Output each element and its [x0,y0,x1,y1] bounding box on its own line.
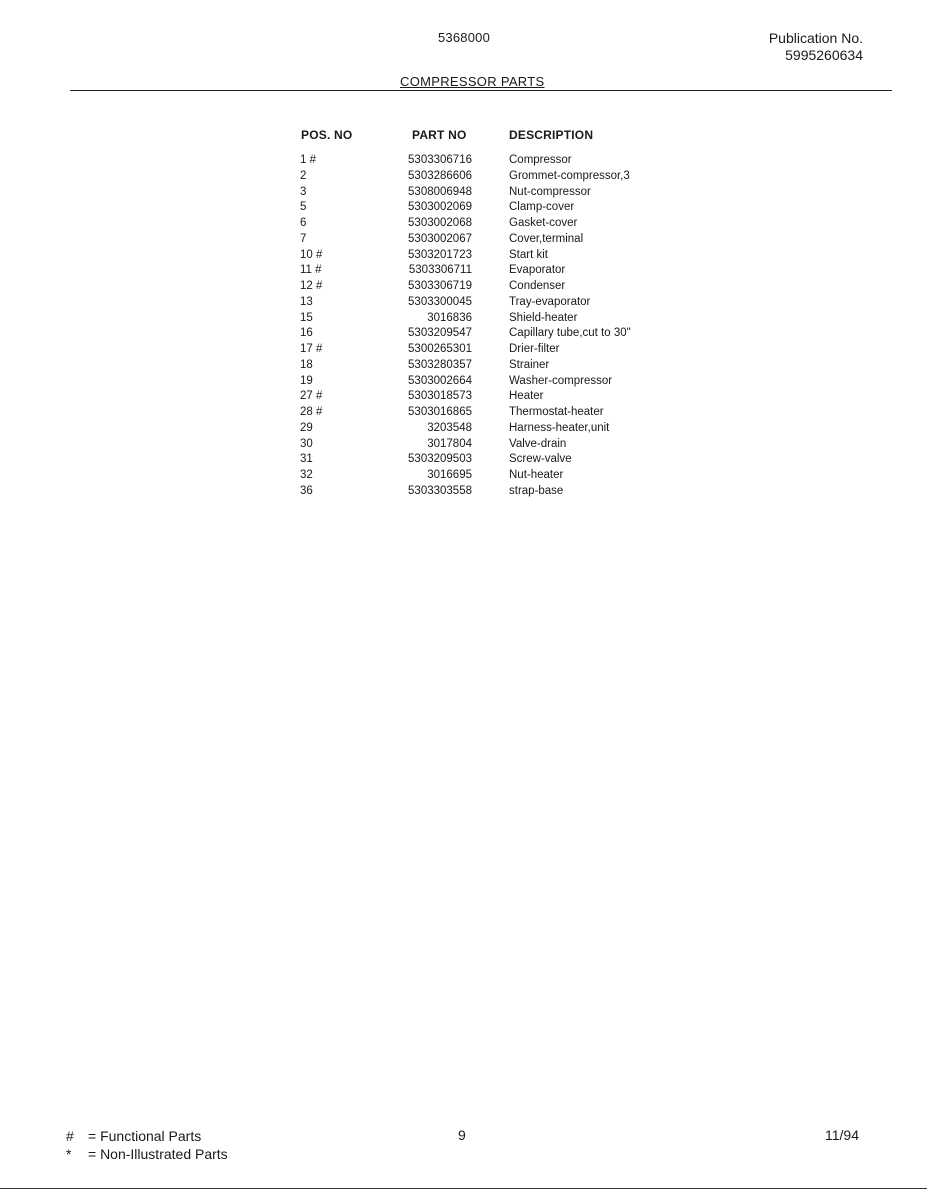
description-cell: Tray-evaporator [509,295,591,308]
table-row [0,468,927,484]
pos-no-cell: 1 # [300,154,316,166]
pos-no-cell: 17 # [300,343,323,355]
description-cell: Evaporator [509,264,566,277]
legend-item-functional [66,1127,228,1145]
part-no-cell: 5303280357 [408,358,472,371]
table-row [0,185,927,201]
legend-item-non-illustrated [66,1145,228,1163]
publication-number: 5995260634 [785,47,863,63]
pos-no-cell: 16 [300,327,313,340]
part-no-cell: 5303002664 [408,374,472,387]
table-row [0,342,927,358]
description-cell: strap-base [509,484,564,497]
part-no-cell: 5308006948 [408,185,472,198]
part-no-cell: 5303002068 [408,217,472,229]
part-no-cell: 5303016865 [408,406,472,418]
pos-no-cell: 5 [300,201,307,214]
table-row [0,358,927,374]
publication-label: Publication No. [768,30,863,46]
pos-no-cell: 19 [300,374,313,387]
table-row [0,263,927,279]
description-cell: Valve-drain [509,437,567,450]
column-header-pos-no: POS. NO [301,128,353,142]
table-row [0,232,927,248]
table-row [0,248,927,264]
pos-no-cell: 11 # [300,264,322,277]
part-no-cell: 3016836 [427,311,472,324]
description-cell: Strainer [509,358,550,371]
table-row [0,200,927,216]
description-cell: Capillary tube,cut to 30" [509,327,631,340]
description-cell: Clamp-cover [509,201,575,214]
pos-no-cell: 18 [300,358,313,371]
table-row [0,484,927,500]
pos-no-cell: 27 # [300,390,323,403]
part-no-cell: 5303018573 [408,390,472,403]
legend-symbol: # [66,1128,74,1144]
table-row [0,421,927,437]
table-row [0,279,927,295]
part-no-cell: 3203548 [427,421,472,434]
part-no-cell: 5303201723 [408,248,472,261]
table-row [0,295,927,311]
pos-no-cell: 32 [300,469,313,481]
description-cell: Nut-compressor [509,185,591,198]
table-row [0,405,927,421]
table-row [0,452,927,468]
parts-table [0,153,927,500]
table-row [0,311,927,327]
description-cell: Thermostat-heater [509,406,604,418]
part-no-cell: 5303306719 [408,280,472,292]
column-header-description: DESCRIPTION [509,128,594,142]
part-no-cell: 5303306711 [408,264,472,277]
part-no-cell: 3016695 [427,469,472,481]
page-number: 9 [458,1127,466,1143]
description-cell: Shield-heater [509,311,578,324]
part-no-cell: 3017804 [427,437,472,450]
description-cell: Screw-valve [509,453,572,466]
pos-no-cell: 6 [300,217,307,229]
table-row [0,374,927,390]
description-cell: Harness-heater,unit [509,421,610,434]
model-number: 5368000 [438,30,491,45]
table-row [0,389,927,405]
part-no-cell: 5303002069 [408,201,472,214]
part-no-cell: 5303209503 [408,453,472,466]
part-no-cell: 5303306716 [408,154,472,166]
column-header-part-no: PART NO [412,128,467,142]
table-row [0,216,927,232]
section-title: COMPRESSOR PARTS [400,74,545,89]
pos-no-cell: 2 [300,169,307,182]
table-row [0,153,927,169]
legend-text: = Functional Parts [88,1128,202,1144]
part-no-cell: 5303286606 [408,169,472,182]
part-no-cell: 5300265301 [408,343,472,355]
description-cell: Condenser [509,280,566,292]
legend-symbol: * [66,1146,72,1162]
table-row [0,326,927,342]
part-no-cell: 5303209547 [408,327,472,340]
description-cell: Cover,terminal [509,232,584,245]
pos-no-cell: 28 # [300,406,323,418]
part-no-cell: 5303303558 [408,484,472,497]
pos-no-cell: 7 [300,232,307,245]
publication-date: 11/94 [825,1127,859,1143]
description-cell: Gasket-cover [509,217,578,229]
description-cell: Nut-heater [509,469,564,481]
description-cell: Start kit [509,248,548,261]
footer-divider [0,1188,927,1189]
legend-text: = Non-Illustrated Parts [88,1146,228,1162]
header-divider [70,90,892,91]
description-cell: Washer-compressor [509,374,613,387]
table-row [0,437,927,453]
pos-no-cell: 3 [300,185,307,198]
pos-no-cell: 30 [300,437,313,450]
pos-no-cell: 12 # [300,280,323,292]
publication-info [769,30,863,64]
description-cell: Grommet-compressor,3 [509,169,630,182]
pos-no-cell: 29 [300,421,313,434]
legend [66,1127,228,1163]
pos-no-cell: 13 [300,295,313,308]
description-cell: Compressor [509,154,572,166]
description-cell: Drier-filter [509,343,560,355]
table-row [0,169,927,185]
pos-no-cell: 15 [300,311,313,324]
pos-no-cell: 36 [300,484,313,497]
pos-no-cell: 10 # [300,248,323,261]
description-cell: Heater [509,390,544,403]
part-no-cell: 5303300045 [408,295,472,308]
pos-no-cell: 31 [300,453,313,466]
part-no-cell: 5303002067 [408,232,472,245]
